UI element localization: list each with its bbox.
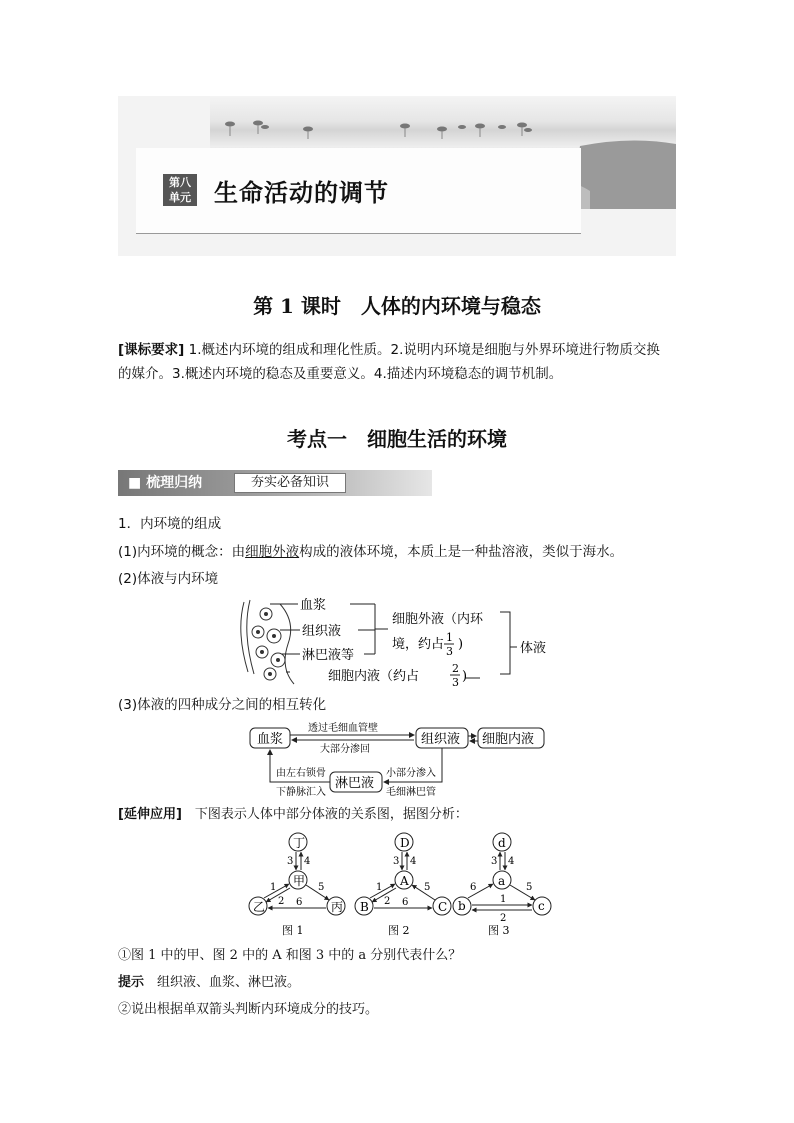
f2-center: A bbox=[400, 874, 409, 888]
f3-left: b bbox=[458, 899, 466, 913]
ecf-line1: 细胞外液（内环 bbox=[392, 612, 484, 627]
section-bar-right: 夯实必备知识 bbox=[234, 473, 346, 493]
unit-badge bbox=[163, 174, 197, 206]
icf-label: 细胞内液（约占 bbox=[328, 669, 420, 684]
hint bbox=[118, 971, 300, 995]
d2-left-label-1: 由左右锁骨 bbox=[276, 768, 326, 779]
f3-right: c bbox=[538, 899, 545, 913]
f1-n3: 3 bbox=[287, 856, 294, 867]
ecf-line2: 境，约占 bbox=[392, 637, 445, 652]
f1-n6: 6 bbox=[296, 897, 303, 908]
hint-tag: 提示 bbox=[118, 975, 145, 990]
ecf-close: ) bbox=[458, 637, 464, 652]
item1-1-suffix: 构成的液体环境，本质上是一种盐溶液，类似于海水。 bbox=[299, 544, 624, 560]
item1-1 bbox=[118, 540, 623, 564]
unit-badge-line1: 第八 bbox=[169, 176, 191, 189]
d2-tissue: 组织液 bbox=[421, 732, 461, 747]
d2-left-label-2: 下静脉汇入 bbox=[276, 787, 326, 798]
relation-figures bbox=[240, 828, 560, 940]
f1-right: 丙 bbox=[331, 900, 344, 914]
unit-badge-line2: 单元 bbox=[169, 191, 191, 204]
f2-n6: 6 bbox=[402, 897, 409, 908]
section-bar bbox=[118, 470, 432, 496]
f2-n3: 3 bbox=[393, 856, 400, 867]
requirements-line2: 的媒介。3.概述内环境的稳态及重要意义。4.描述内环境稳态的调节机制。 bbox=[118, 366, 563, 382]
unit-title: 生命活动的调节 bbox=[214, 179, 389, 207]
d2-right-label-2: 毛细淋巴管 bbox=[386, 787, 436, 798]
lymph-label: 淋巴液等 bbox=[302, 648, 355, 663]
f3-n2: 2 bbox=[500, 913, 507, 924]
ecf-frac-num: 1 bbox=[446, 631, 453, 644]
f1-n1: 1 bbox=[270, 882, 277, 893]
item1-1-prefix: (1)内环境的概念：由 bbox=[118, 544, 246, 560]
f3-n6: 6 bbox=[470, 882, 477, 893]
item1-heading: 1．内环境的组成 bbox=[118, 516, 222, 532]
icf-close: ) bbox=[462, 669, 468, 684]
item1-3: (3)体液的四种成分之间的相互转化 bbox=[118, 697, 327, 713]
unit-banner bbox=[118, 96, 676, 256]
f1-left: 乙 bbox=[253, 900, 266, 914]
section-bar-left: ■ 梳理归纳 bbox=[128, 475, 203, 491]
f3-caption: 图 3 bbox=[488, 924, 510, 937]
f1-caption: 图 1 bbox=[282, 924, 304, 937]
extension-tag: [延伸应用] bbox=[118, 807, 182, 822]
plasma-label: 血浆 bbox=[300, 598, 327, 613]
tissue-fluid-label: 组织液 bbox=[302, 624, 342, 639]
f2-top: D bbox=[400, 836, 410, 850]
requirements bbox=[118, 338, 680, 386]
f3-n3: 3 bbox=[491, 856, 498, 867]
f2-n4: 4 bbox=[410, 856, 417, 867]
f2-caption: 图 2 bbox=[388, 924, 410, 937]
extension-text: 下图表示人体中部分体液的关系图，据图分析： bbox=[194, 807, 468, 822]
question-2: ②说出根据单双箭头判断内环境成分的技巧。 bbox=[118, 1002, 379, 1017]
banner-rule bbox=[136, 233, 581, 234]
d2-mid-label: 大部分渗回 bbox=[320, 744, 370, 755]
extension bbox=[118, 803, 468, 827]
ecf-frac-den: 3 bbox=[446, 645, 453, 658]
f1-n5: 5 bbox=[318, 882, 325, 893]
f3-top: d bbox=[498, 836, 506, 850]
f2-n1: 1 bbox=[376, 882, 383, 893]
body-fluid-label: 体液 bbox=[520, 641, 547, 656]
f2-n5: 5 bbox=[424, 882, 431, 893]
f1-n4: 4 bbox=[304, 856, 311, 867]
f3-center: a bbox=[498, 874, 506, 888]
f2-right: C bbox=[438, 900, 448, 914]
d2-right-label-1: 小部分渗入 bbox=[386, 768, 436, 779]
f2-n2: 2 bbox=[384, 896, 391, 907]
f1-n2: 2 bbox=[278, 896, 285, 907]
item1-2: (2)体液与内环境 bbox=[118, 571, 219, 587]
section-title: 考点一 细胞生活的环境 bbox=[287, 427, 507, 451]
d2-top-label: 透过毛细血管壁 bbox=[308, 723, 378, 734]
lesson-title: 第 1 课时 人体的内环境与稳态 bbox=[253, 294, 541, 318]
requirements-tag: [课标要求] bbox=[118, 342, 185, 358]
f3-n4: 4 bbox=[508, 856, 515, 867]
figure-1 bbox=[249, 833, 345, 937]
question-1: ①图 1 中的甲、图 2 中的 A 和图 3 中的 a 分别代表什么？ bbox=[118, 948, 462, 963]
f1-center: 甲 bbox=[293, 874, 306, 888]
tissue-sketch bbox=[241, 600, 294, 684]
hint-text: 组织液、血浆、淋巴液。 bbox=[157, 975, 301, 990]
f1-top: 丁 bbox=[293, 836, 306, 850]
body-fluid-diagram bbox=[230, 592, 570, 690]
f2-left: B bbox=[360, 900, 369, 914]
requirements-line1: 1.概述内环境的组成和理化性质。2.说明内环境是细胞与外界环境进行物质交换 bbox=[188, 342, 660, 358]
f3-n1: 1 bbox=[500, 894, 507, 905]
d2-lymph: 淋巴液 bbox=[335, 776, 375, 791]
d2-plasma: 血浆 bbox=[257, 732, 284, 747]
figure-3 bbox=[453, 833, 551, 937]
icf-frac-den: 3 bbox=[452, 676, 459, 689]
f3-n5: 5 bbox=[526, 882, 533, 893]
fluid-conversion-diagram bbox=[246, 718, 550, 800]
figure-2 bbox=[355, 833, 451, 937]
item1-1-key: 细胞外液 bbox=[245, 544, 300, 560]
icf-frac-num: 2 bbox=[452, 662, 459, 675]
d2-cell: 细胞内液 bbox=[482, 732, 535, 747]
